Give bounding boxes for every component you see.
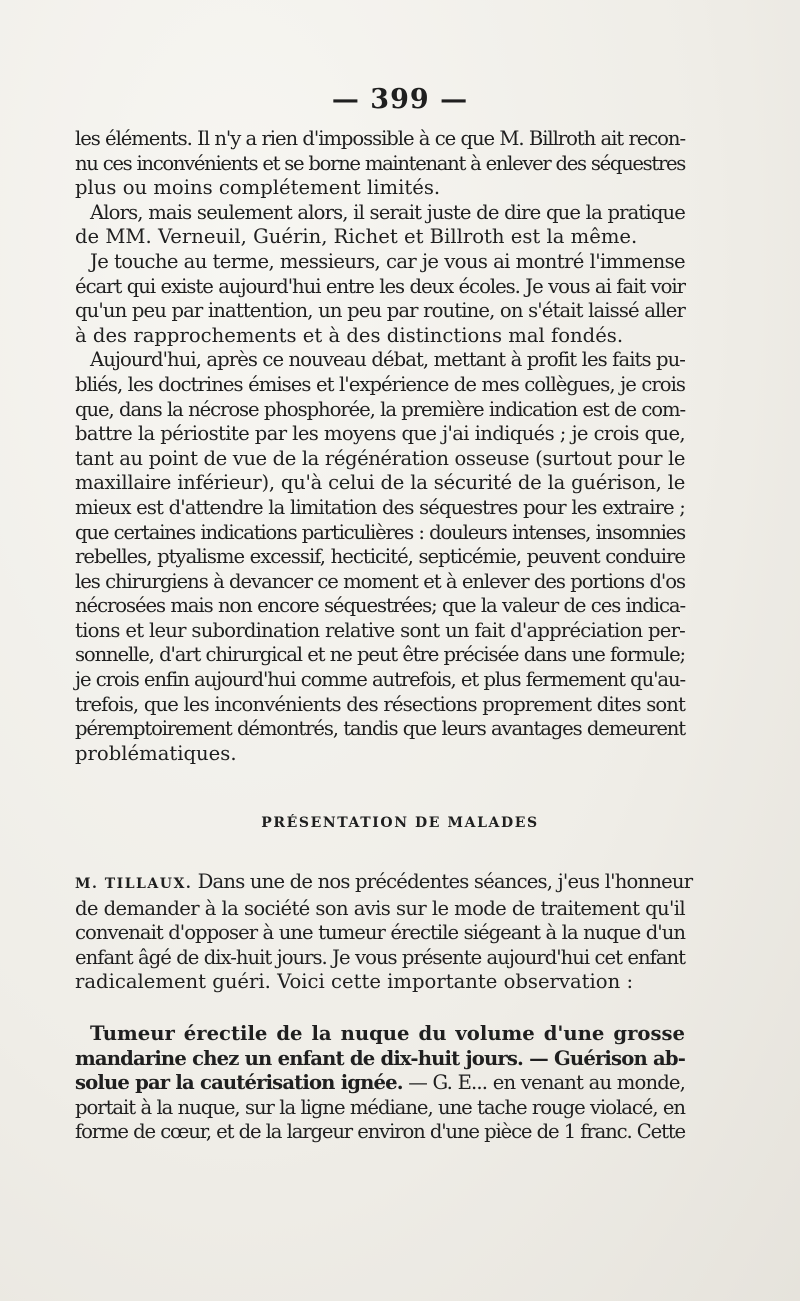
text-line-content: Dans une de nos précédentes séances, j'eus l'honneur <box>192 870 693 893</box>
text-line: les éléments. Il n'y a rien d'impossible à ce que M. Billroth ait recon- <box>75 127 685 150</box>
paragraph-conclusion <box>75 127 685 766</box>
text-line: radicalement guéri. Voici cette importante observation : <box>75 970 634 994</box>
text-line: maxillaire inférieur), qu'à celui de la sécurité de la guérison, le <box>75 471 685 495</box>
paragraph-tillaux <box>75 870 693 995</box>
text-line: Aujourd'hui, après ce nouveau débat, mettant à profit les faits pu- <box>90 348 685 372</box>
text-line: tions et leur subordination relative sont un fait d'appréciation per- <box>75 618 685 642</box>
observation <box>75 1022 685 1145</box>
text-line: Je touche au terme, messieurs, car je vous ai montré l'immense <box>90 249 685 273</box>
page-number: — 399 — <box>331 84 469 115</box>
text-line: convenait d'opposer à une tumeur érectile siégeant à la nuque d'un <box>75 921 685 945</box>
text-line: nu ces inconvénients et se borne maintenant à enlever des séquestres <box>75 151 685 175</box>
text-line: mieux est d'attendre la limitation des séquestres pour les extraire ; <box>75 495 685 519</box>
text-line: bliés, les doctrines émises et l'expérience de mes collègues, je crois <box>75 372 685 396</box>
text-line: portait à la nuque, sur la ligne médiane, une tache rouge violacé, en <box>75 1095 685 1119</box>
text-line-content: — G. E... en venant au monde, <box>402 1071 685 1095</box>
text-line: les chirurgiens à devancer ce moment et à enlever des portions d'os <box>75 569 685 593</box>
text-line <box>75 1071 685 1096</box>
text-line: que certaines indications particulières : douleurs intenses, insomnies <box>75 520 685 544</box>
text-line: qu'un peu par inattention, un peu par routine, on s'était laissé aller <box>75 299 685 323</box>
text-line: forme de cœur, et de la largeur environ d'une pièce de 1 franc. Cette <box>75 1120 685 1144</box>
text-line: plus ou moins complétement limités. <box>75 176 441 200</box>
observation-title-line: solue par la cautérisation ignée. <box>75 1071 403 1095</box>
text-line <box>75 870 693 897</box>
text-line: péremptoirement démontrés, tandis que leurs avantages demeurent <box>75 717 685 741</box>
observation-title-line: mandarine chez un enfant de dix-huit jours. — Guérison ab- <box>75 1046 685 1070</box>
text-line: que, dans la nécrose phosphorée, la première indication est de com- <box>75 397 685 421</box>
text-line: à des rapprochements et à des distinctions mal fondés. <box>75 323 624 347</box>
text-line: enfant âgé de dix-huit jours. Je vous présente aujourd'hui cet enfant <box>75 945 685 969</box>
text-line: tant au point de vue de la régénération osseuse (surtout pour le <box>75 446 685 470</box>
text-line: Alors, mais seulement alors, il serait juste de dire que la pratique <box>90 200 685 224</box>
text-line: nécrosées mais non encore séquestrées; que la valeur de ces indica- <box>75 594 685 618</box>
text-line: battre la périostite par les moyens que j'ai indiqués ; je crois que, <box>75 422 685 446</box>
text-line: sonnelle, d'art chirurgical et ne peut être précisée dans une formule; <box>75 643 685 667</box>
text-line: de demander à la société son avis sur le mode de traitement qu'il <box>75 896 685 920</box>
text-line: rebelles, ptyalisme excessif, hecticité, septicémie, peuvent conduire <box>75 545 685 569</box>
speaker-name: M. TILLAUX. <box>75 876 193 892</box>
text-line: trefois, que les inconvénients des résections proprement dites sont <box>75 692 685 716</box>
observation-title-line: Tumeur érectile de la nuque du volume d'une grosse <box>90 1022 685 1045</box>
text-line: problématiques. <box>75 741 237 765</box>
text-line: écart qui existe aujourd'hui entre les deux écoles. Je vous ai fait voir <box>75 274 685 298</box>
text-line: je crois enfin aujourd'hui comme autrefois, et plus fermement qu'au- <box>75 668 685 692</box>
section-heading: PRÉSENTATION DE MALADES <box>261 815 539 831</box>
text-line: de MM. Verneuil, Guérin, Richet et Billroth est la même. <box>75 225 638 249</box>
